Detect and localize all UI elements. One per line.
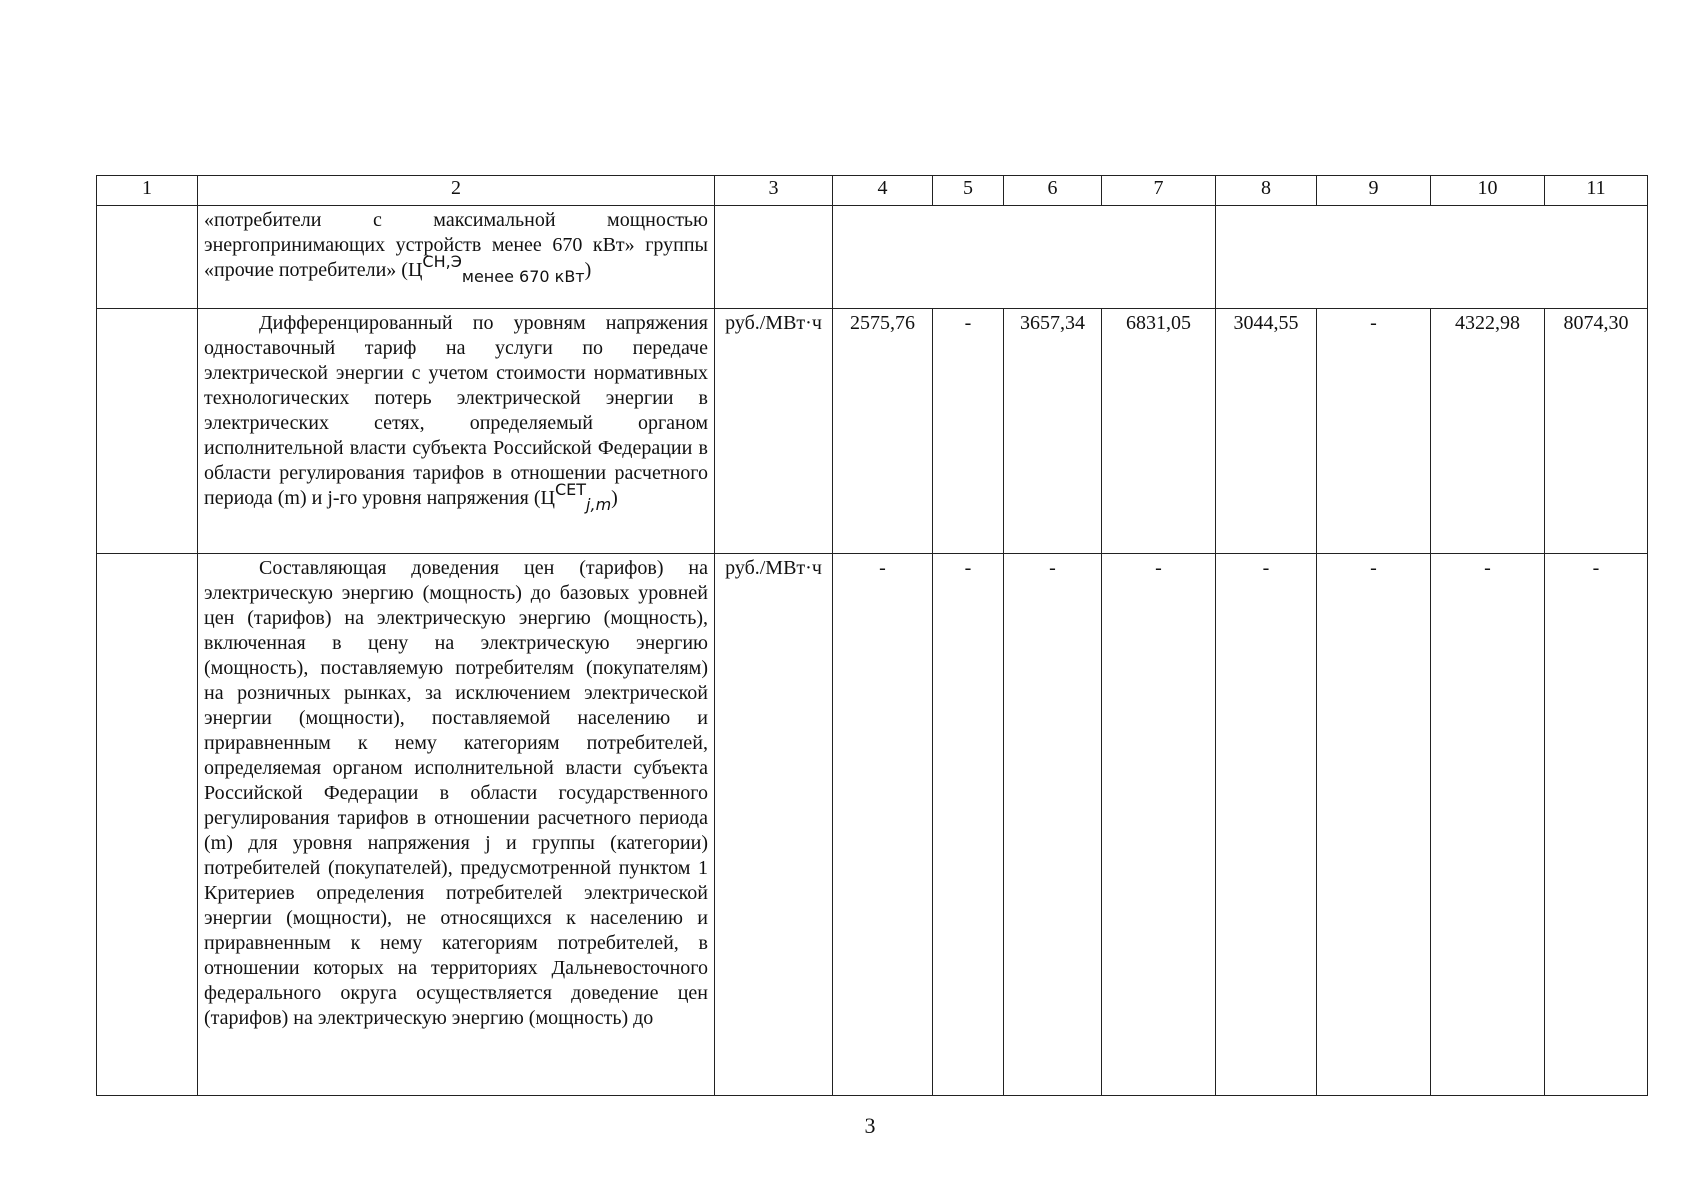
value-cell: - [1317,554,1431,1096]
value-cell: - [1545,554,1648,1096]
table-row [97,309,1648,554]
formula-close: ) [584,259,592,281]
column-number: 3 [715,176,833,206]
row-description-cell [198,554,715,1096]
value-cell: - [1004,554,1102,1096]
empty-cell [97,309,198,554]
column-number: 4 [833,176,933,206]
value-cell: - [1431,554,1545,1096]
column-number-row [97,176,1648,206]
value-cell: - [933,309,1004,554]
value-cell: - [1216,554,1317,1096]
table-row [97,554,1648,1096]
value-cell: - [933,554,1004,1096]
empty-cell [97,206,198,309]
value-cell: - [1102,554,1216,1096]
column-number: 1 [97,176,198,206]
formula-symbol: Ц [540,487,555,509]
column-number: 10 [1431,176,1545,206]
row-description: Составляющая доведения цен (тарифов) на электрическую энергию (мощность) до базовых уровней цен (тарифов) на электрическую энергию (мощность), включенная в цену на электрическую энергию (мощность), поставляемую потребителям (покупателям) на розничных рынках, за исключением электрической энергии (мощности), поставляемой населению и приравненным к нему категориям потребителей, определяемая органом исполнительной власти субъекта Российской Федерации в области государственного регулирования тарифов в отношении расчетного периода (m) для уровня напряжения j и группы (категории) потребителей (покупателей), предусмотренной пунктом 1 Критериев определения потребителей электрической энергии (мощности), не относящихся к населению и приравненным к нему категориям потребителей, в отношении которых на территориях Дальневосточного федерального округа осуществляется доведение цен (тарифов) на электрическую энергию (мощность) до [204,557,708,1029]
group-header-row [97,206,1648,309]
column-number: 7 [1102,176,1216,206]
formula-close: ) [611,487,618,509]
column-number: 11 [1545,176,1648,206]
column-number: 8 [1216,176,1317,206]
tariff-table [96,175,1648,1096]
group-header-text: «потребители с максимальной мощностью энергопринимающих устройств менее 670 кВт» группы «прочие потребители» ( [204,209,708,281]
value-cell: 3044,55 [1216,309,1317,554]
value-cell: 8074,30 [1545,309,1648,554]
empty-cell [715,206,833,309]
formula-subscript: j,m [586,495,612,514]
column-number: 6 [1004,176,1102,206]
value-cell: 6831,05 [1102,309,1216,554]
row-description-cell [198,309,715,554]
empty-cell [833,206,1216,309]
formula-subscript: менее 670 кВт [461,267,585,286]
unit-cell: руб./МВт·ч [715,309,833,554]
empty-cell [1216,206,1648,309]
unit-cell: руб./МВт·ч [715,554,833,1096]
value-cell: - [833,554,933,1096]
page-number: 3 [864,1113,876,1138]
row-formula [540,480,618,514]
value-cell: 4322,98 [1431,309,1545,554]
group-header-text-cell [198,206,715,309]
value-cell: - [1317,309,1431,554]
formula-symbol: Ц [407,259,423,281]
column-number: 9 [1317,176,1431,206]
formula-superscript: СН,Э [422,252,462,271]
value-cell: 3657,34 [1004,309,1102,554]
group-header-formula [407,252,592,286]
value-cell: 2575,76 [833,309,933,554]
column-number: 2 [198,176,715,206]
row-description: Дифференцированный по уровням напряжения одноставочный тариф на услуги по передаче электрической энергии с учетом стоимости нормативных технологических потерь электрической энергии в электрических сетях, определяемый органом исполнительной власти субъекта Российской Федерации в области регулирования тарифов в отношении расчетного периода (m) и j-го уровня напряжения ( [204,312,708,509]
column-number: 5 [933,176,1004,206]
empty-cell [97,554,198,1096]
formula-superscript: СЕТ [554,480,587,499]
